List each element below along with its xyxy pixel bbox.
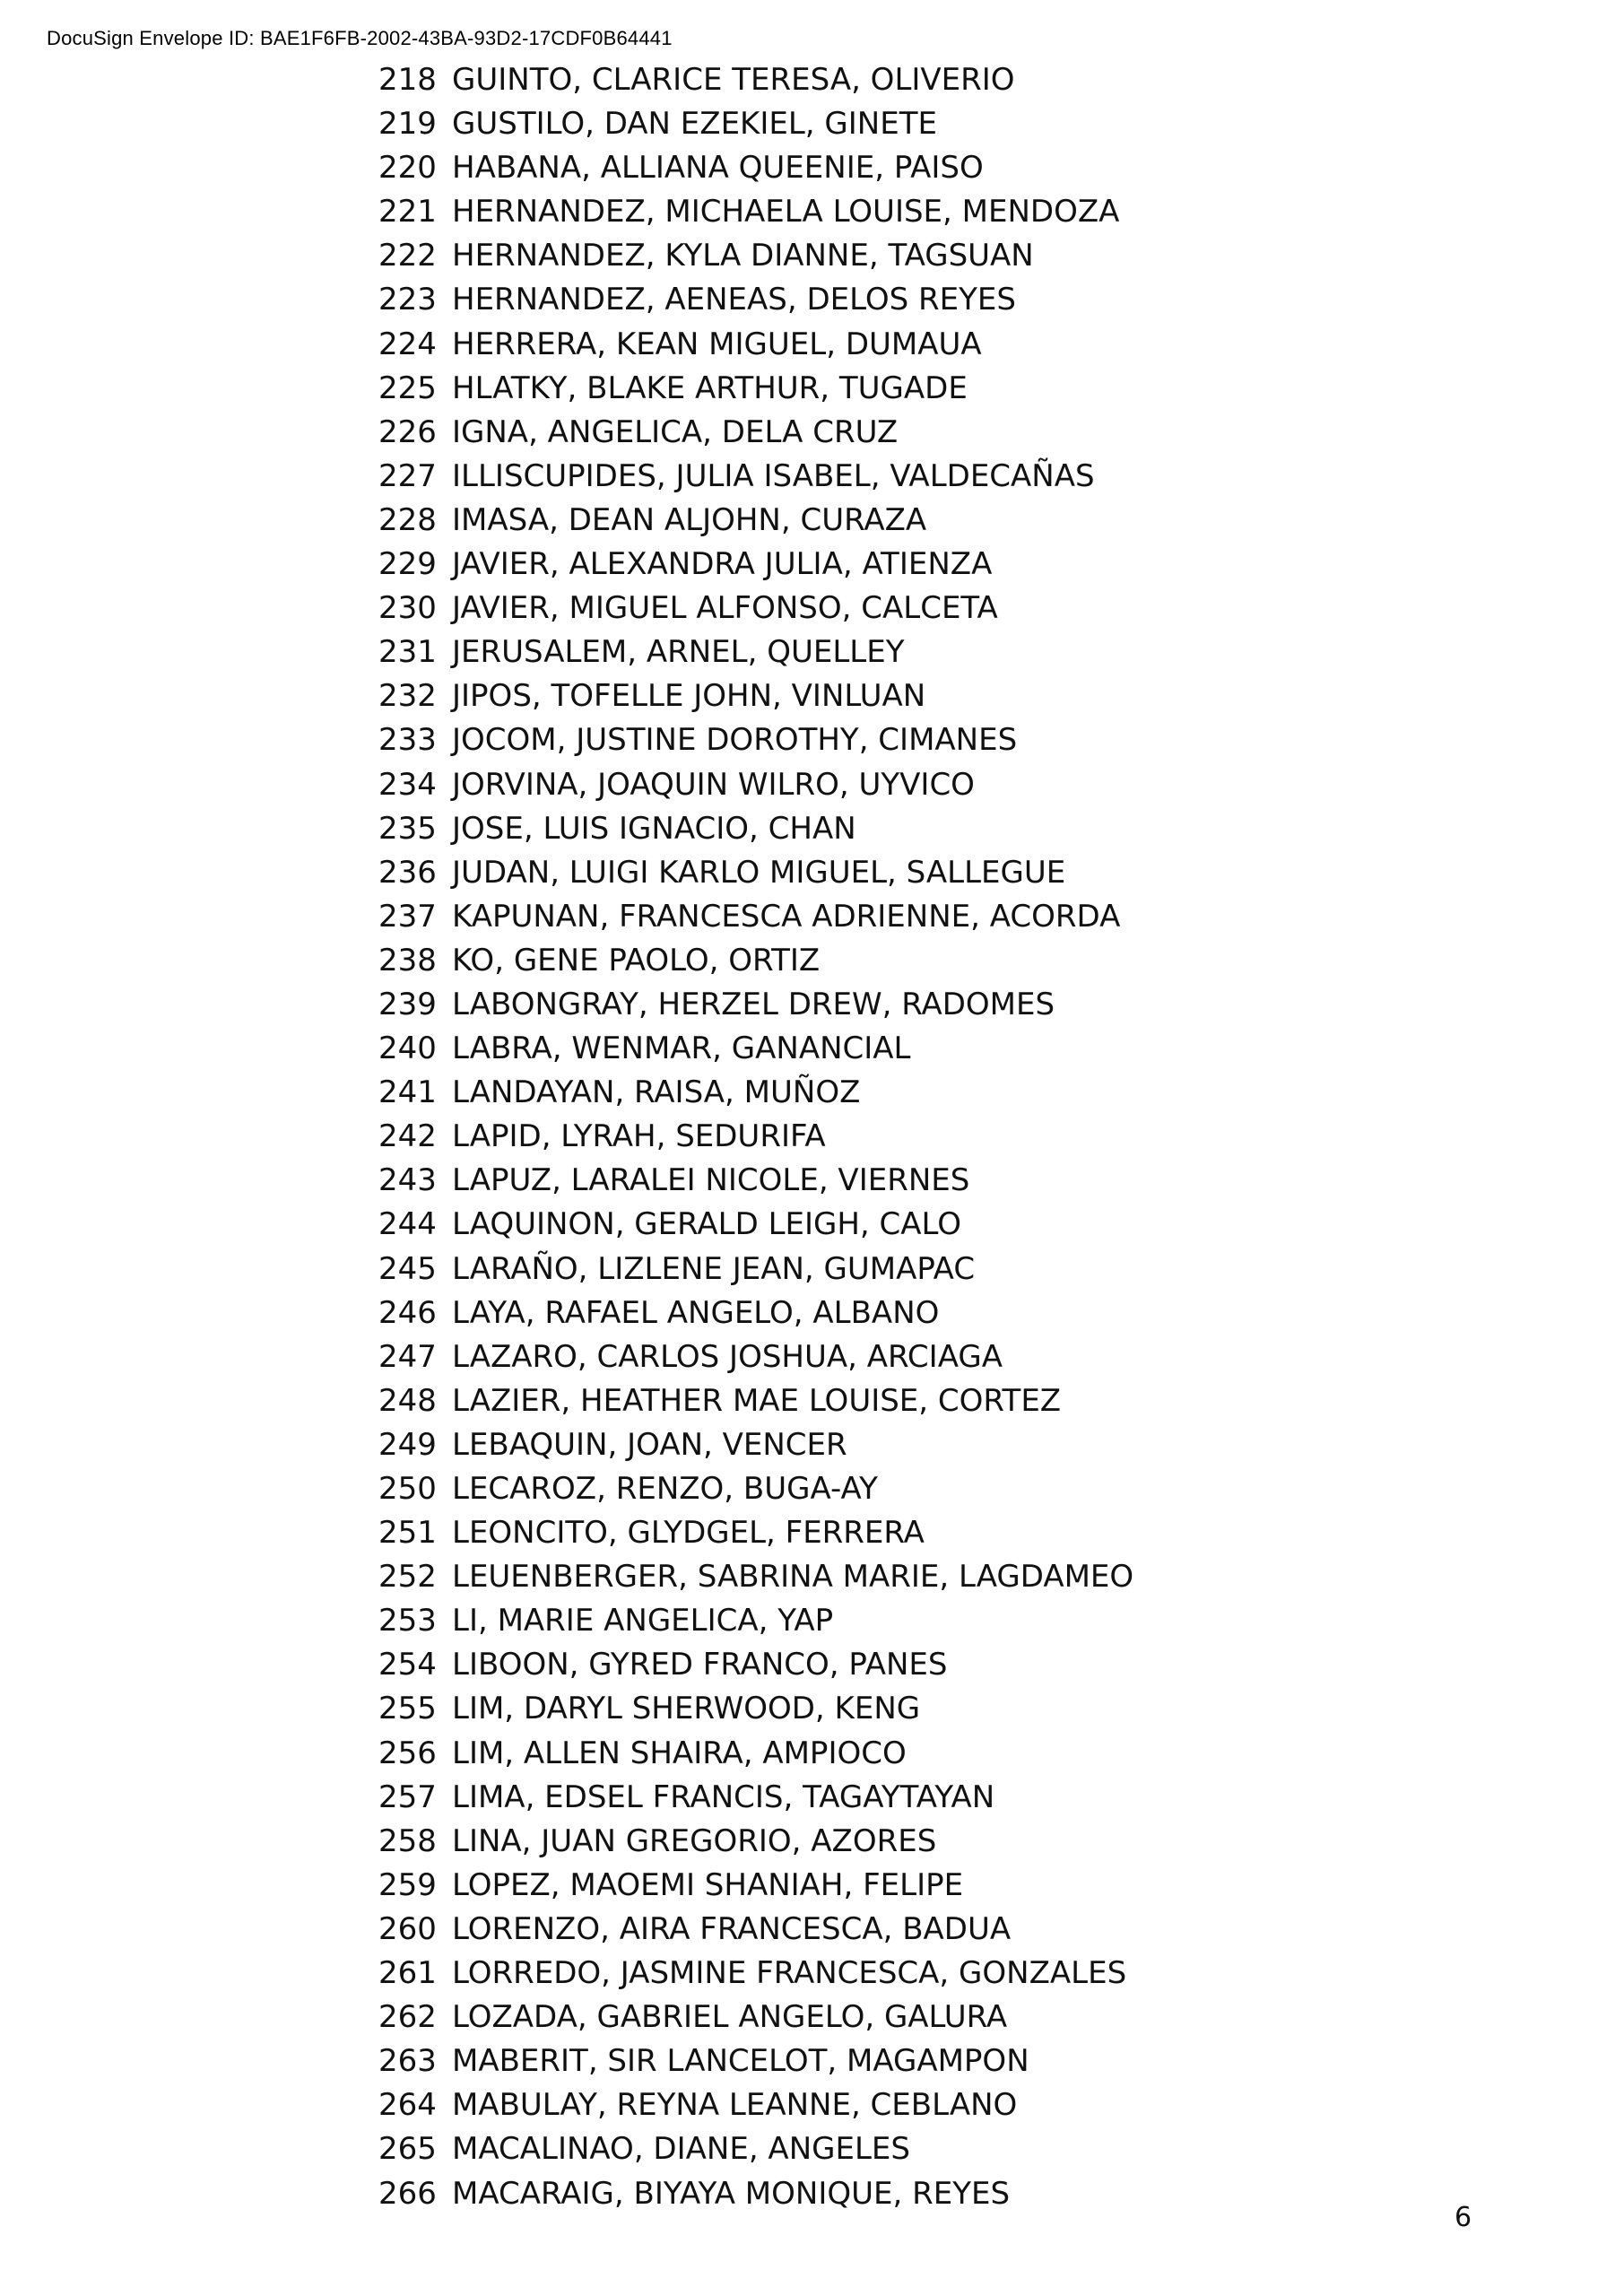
row-name: LANDAYAN, RAISA, MUÑOZ	[452, 1074, 861, 1111]
row-name: LAZIER, HEATHER MAE LOUISE, CORTEZ	[452, 1382, 1062, 1419]
row-number: 241	[378, 1074, 437, 1111]
row-number: 248	[378, 1382, 437, 1419]
list-item	[378, 1467, 1133, 1511]
list-item	[378, 1643, 1133, 1687]
list-item	[378, 102, 1133, 146]
row-name: KO, GENE PAOLO, ORTIZ	[452, 942, 821, 978]
row-number: 261	[378, 1955, 437, 1992]
row-name: JAVIER, ALEXANDRA JULIA, ATIENZA	[452, 546, 993, 583]
list-item	[378, 411, 1133, 455]
row-number: 258	[378, 1822, 437, 1859]
row-number: 236	[378, 854, 437, 891]
row-name: LABRA, WENMAR, GANANCIAL	[452, 1031, 911, 1067]
row-name: LIM, ALLEN SHAIRA, AMPIOCO	[452, 1735, 907, 1771]
row-name: LABONGRAY, HERZEL DREW, RADOMES	[452, 986, 1055, 1022]
list-item	[378, 1511, 1133, 1555]
row-name: LAYA, RAFAEL ANGELO, ALBANO	[452, 1294, 940, 1331]
row-name: ILLISCUPIDES, JULIA ISABEL, VALDECAÑAS	[452, 457, 1095, 494]
row-number: 249	[378, 1426, 437, 1463]
list-item	[378, 1292, 1133, 1335]
list-item	[378, 1027, 1133, 1071]
list-item	[378, 2127, 1133, 2171]
row-number: 252	[378, 1559, 437, 1596]
list-item	[378, 1379, 1133, 1423]
row-name: MABERIT, SIR LANCELOT, MAGAMPON	[452, 2043, 1029, 2080]
list-item	[378, 718, 1133, 762]
row-name: LAPID, LYRAH, SEDURIFA	[452, 1118, 826, 1155]
row-number: 231	[378, 634, 437, 671]
row-number: 233	[378, 722, 437, 759]
row-number: 247	[378, 1338, 437, 1375]
row-number: 244	[378, 1206, 437, 1243]
row-name: LEUENBERGER, SABRINA MARIE, LAGDAMEO	[452, 1559, 1134, 1596]
row-number: 220	[378, 150, 437, 187]
row-number: 238	[378, 942, 437, 978]
list-item	[378, 455, 1133, 499]
row-number: 256	[378, 1735, 437, 1771]
row-name: LOZADA, GABRIEL ANGELO, GALURA	[452, 1999, 1008, 2036]
list-item	[378, 763, 1133, 807]
list-item	[378, 1071, 1133, 1115]
row-name: LI, MARIE ANGELICA, YAP	[452, 1603, 834, 1639]
list-item	[378, 939, 1133, 983]
row-number: 227	[378, 457, 437, 494]
row-name: JIPOS, TOFELLE JOHN, VINLUAN	[452, 678, 926, 715]
list-item	[378, 1687, 1133, 1731]
list-item	[378, 674, 1133, 718]
row-number: 221	[378, 194, 437, 230]
name-list	[378, 58, 1133, 2216]
row-name: LORENZO, AIRA FRANCESCA, BADUA	[452, 1910, 1012, 1947]
row-number: 240	[378, 1031, 437, 1067]
list-item	[378, 1776, 1133, 1820]
list-item	[378, 2172, 1133, 2216]
row-number: 222	[378, 238, 437, 274]
list-item	[378, 1908, 1133, 1952]
row-number: 226	[378, 413, 437, 450]
list-item	[378, 190, 1133, 234]
list-item	[378, 1599, 1133, 1643]
row-number: 237	[378, 898, 437, 935]
list-item	[378, 367, 1133, 411]
list-item	[378, 1423, 1133, 1467]
row-name: JOSE, LUIS IGNACIO, CHAN	[452, 810, 856, 847]
row-name: MACALINAO, DIANE, ANGELES	[452, 2131, 910, 2168]
row-name: LAPUZ, LARALEI NICOLE, VIERNES	[452, 1162, 970, 1199]
list-item	[378, 499, 1133, 543]
row-number: 239	[378, 986, 437, 1022]
row-name: JAVIER, MIGUEL ALFONSO, CALCETA	[452, 590, 998, 627]
row-number: 224	[378, 326, 437, 362]
list-item	[378, 983, 1133, 1027]
row-number: 243	[378, 1162, 437, 1199]
list-item	[378, 2083, 1133, 2127]
list-item	[378, 895, 1133, 939]
row-number: 263	[378, 2043, 437, 2080]
row-name: LORREDO, JASMINE FRANCESCA, GONZALES	[452, 1955, 1127, 1992]
row-number: 242	[378, 1118, 437, 1155]
row-number: 225	[378, 370, 437, 406]
list-item	[378, 1996, 1133, 2039]
row-name: HERNANDEZ, KYLA DIANNE, TAGSUAN	[452, 238, 1034, 274]
list-item	[378, 1203, 1133, 1247]
list-item	[378, 234, 1133, 278]
list-item	[378, 1115, 1133, 1159]
list-item	[378, 587, 1133, 631]
row-name: GUINTO, CLARICE TERESA, OLIVERIO	[452, 62, 1015, 98]
row-number: 265	[378, 2131, 437, 2168]
row-name: JERUSALEM, ARNEL, QUELLEY	[452, 634, 905, 671]
row-name: HERRERA, KEAN MIGUEL, DUMAUA	[452, 326, 982, 362]
row-number: 246	[378, 1294, 437, 1331]
row-number: 259	[378, 1866, 437, 1903]
row-name: LIMA, EDSEL FRANCIS, TAGAYTAYAN	[452, 1779, 995, 1815]
row-name: JORVINA, JOAQUIN WILRO, UYVICO	[452, 766, 975, 803]
row-name: JUDAN, LUIGI KARLO MIGUEL, SALLEGUE	[452, 854, 1066, 891]
list-item	[378, 323, 1133, 367]
row-number: 218	[378, 62, 437, 98]
list-item	[378, 631, 1133, 674]
row-number: 264	[378, 2087, 437, 2124]
row-number: 253	[378, 1603, 437, 1639]
row-name: LINA, JUAN GREGORIO, AZORES	[452, 1822, 937, 1859]
row-name: HLATKY, BLAKE ARTHUR, TUGADE	[452, 370, 968, 406]
list-item	[378, 278, 1133, 322]
row-name: JOCOM, JUSTINE DOROTHY, CIMANES	[452, 722, 1018, 759]
row-name: KAPUNAN, FRANCESCA ADRIENNE, ACORDA	[452, 898, 1121, 935]
row-name: LARAÑO, LIZLENE JEAN, GUMAPAC	[452, 1250, 976, 1287]
list-item	[378, 851, 1133, 895]
row-name: LIBOON, GYRED FRANCO, PANES	[452, 1647, 948, 1683]
row-number: 262	[378, 1999, 437, 2036]
row-number: 232	[378, 678, 437, 715]
row-number: 223	[378, 282, 437, 318]
row-name: IMASA, DEAN ALJOHN, CURAZA	[452, 501, 927, 538]
page-number: 6	[1455, 2202, 1472, 2233]
list-item	[378, 1555, 1133, 1599]
list-item	[378, 1820, 1133, 1864]
row-number: 260	[378, 1910, 437, 1947]
row-number: 254	[378, 1647, 437, 1683]
row-number: 257	[378, 1779, 437, 1815]
row-number: 230	[378, 590, 437, 627]
list-item	[378, 2039, 1133, 2083]
list-item	[378, 146, 1133, 190]
list-item	[378, 1732, 1133, 1776]
row-name: LEONCITO, GLYDGEL, FERRERA	[452, 1515, 925, 1552]
row-number: 245	[378, 1250, 437, 1287]
row-name: LAZARO, CARLOS JOSHUA, ARCIAGA	[452, 1338, 1003, 1375]
list-item	[378, 1335, 1133, 1379]
row-name: LAQUINON, GERALD LEIGH, CALO	[452, 1206, 962, 1243]
row-number: 235	[378, 810, 437, 847]
row-name: MACARAIG, BIYAYA MONIQUE, REYES	[452, 2175, 1011, 2212]
row-name: LECAROZ, RENZO, BUGA-AY	[452, 1471, 878, 1507]
row-number: 255	[378, 1691, 437, 1727]
row-name: LOPEZ, MAOEMI SHANIAH, FELIPE	[452, 1866, 964, 1903]
row-number: 228	[378, 501, 437, 538]
row-number: 234	[378, 766, 437, 803]
row-name: MABULAY, REYNA LEANNE, CEBLANO	[452, 2087, 1018, 2124]
list-item	[378, 807, 1133, 851]
row-name: HABANA, ALLIANA QUEENIE, PAISO	[452, 150, 984, 187]
list-item	[378, 1952, 1133, 1996]
row-number: 219	[378, 106, 437, 143]
row-name: GUSTILO, DAN EZEKIEL, GINETE	[452, 106, 937, 143]
row-name: LEBAQUIN, JOAN, VENCER	[452, 1426, 847, 1463]
envelope-id-header: DocuSign Envelope ID: BAE1F6FB-2002-43BA-93D2-17CDF0B64441	[47, 27, 673, 49]
row-name: HERNANDEZ, MICHAELA LOUISE, MENDOZA	[452, 194, 1120, 230]
list-item	[378, 58, 1133, 102]
row-number: 266	[378, 2175, 437, 2212]
row-number: 251	[378, 1515, 437, 1552]
row-name: IGNA, ANGELICA, DELA CRUZ	[452, 413, 899, 450]
row-name: HERNANDEZ, AENEAS, DELOS REYES	[452, 282, 1016, 318]
list-item	[378, 543, 1133, 587]
row-name: LIM, DARYL SHERWOOD, KENG	[452, 1691, 921, 1727]
row-number: 229	[378, 546, 437, 583]
list-item	[378, 1864, 1133, 1908]
list-item	[378, 1248, 1133, 1292]
row-number: 250	[378, 1471, 437, 1507]
list-item	[378, 1159, 1133, 1203]
